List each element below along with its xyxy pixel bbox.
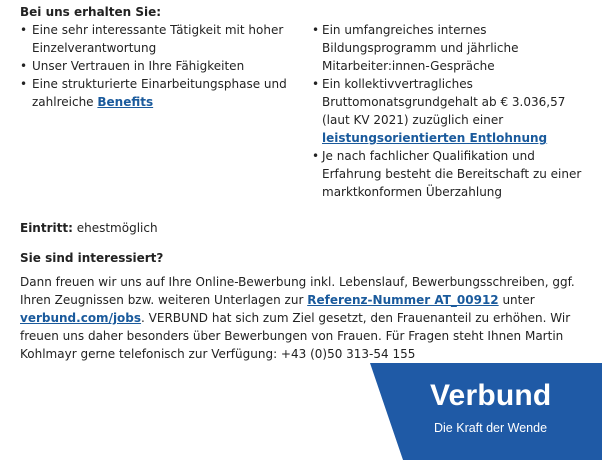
list-item-text: Ein kollektivvertragliches Bruttomonatsgrundgehalt ab € 3.036,57 (laut KV 2021) zuzüglich einer — [322, 77, 566, 127]
benefits-link[interactable]: Benefits — [97, 95, 154, 109]
jobs-site-link[interactable]: verbund.com/jobs — [20, 311, 142, 325]
start-date — [20, 219, 592, 237]
brand-tagline: Die Kraft der Wende — [434, 421, 548, 435]
interest-heading: Sie sind interessiert? — [20, 251, 164, 265]
start-date-value: ehestmöglich — [72, 221, 158, 235]
offer-columns — [20, 21, 592, 201]
list-item-text: Eine strukturierte Einarbeitungsphase und zahlreiche — [32, 77, 287, 109]
list-item: • Unser Vertrauen in Ihre Fähigkeiten — [20, 57, 312, 75]
brand-name: Verbund — [430, 379, 552, 412]
offer-list-left — [20, 21, 312, 111]
interest-text: . VERBUND hat sich zum Ziel gesetzt, den Frauenanteil zu erhöhen. Wir freuen uns daher besonders über Bewerbungen von Frauen. Für Fragen steht Ihnen Martin Kohlmayr gerne telefonisch zur Verfügung: +43 (0)50 313-54 155 — [20, 311, 571, 361]
reference-number-link[interactable]: Referenz-Nummer AT_00912 — [307, 293, 499, 307]
list-item: • Eine sehr interessante Tätigkeit mit hoher Einzelverantwortung — [20, 21, 312, 57]
offer-left-column — [20, 21, 312, 201]
verbund-logo — [370, 363, 602, 460]
interest-text: unter — [498, 293, 535, 307]
interest-paragraph — [20, 273, 592, 363]
offer-right-column — [312, 21, 592, 201]
job-posting-content — [20, 3, 592, 363]
offer-heading: Bei uns erhalten Sie: — [20, 5, 162, 19]
offer-list-right — [312, 21, 592, 201]
performance-pay-link[interactable]: leistungsorientierten Entlohnung — [322, 131, 548, 145]
list-item: • Je nach fachlicher Qualifikation und Erfahrung besteht die Bereitschaft zu einer marktkonformen Überzahlung — [312, 147, 592, 201]
list-item — [20, 75, 312, 111]
list-item: • Ein umfangreiches internes Bildungsprogramm und jährliche Mitarbeiter:innen-Gespräche — [312, 21, 592, 75]
start-date-label: Eintritt: — [20, 221, 73, 235]
list-item — [312, 75, 592, 147]
interest-text: Dann freuen wir uns auf Ihre Online-Bewerbung inkl. Lebenslauf, Bewerbungsschreiben, ggf. Ihren Zeugnissen bzw. weiteren Unterlagen zur — [20, 275, 575, 307]
